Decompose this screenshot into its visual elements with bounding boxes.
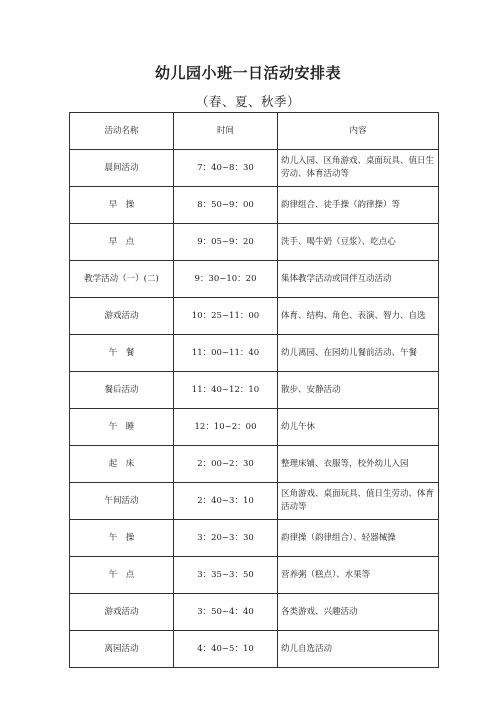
schedule-table — [69, 112, 439, 668]
column-header-content: 内容 — [278, 113, 439, 150]
activity-content: 韵律操（韵律组合）、轻器械操 — [278, 520, 439, 557]
table-row — [70, 483, 439, 520]
activity-time: 9：30~10：20 — [174, 261, 278, 298]
activity-time: 9：05~9：20 — [174, 224, 278, 261]
activity-content: 整理床铺、衣服等，校外幼儿入园 — [278, 446, 439, 483]
activity-name: 离园活动 — [70, 631, 174, 668]
activity-name: 早 点 — [70, 224, 174, 261]
activity-time: 11：00~11：40 — [174, 335, 278, 372]
column-header-time: 时间 — [174, 113, 278, 150]
table-row — [70, 335, 439, 372]
activity-content: 营养粥（糕点）、水果等 — [278, 557, 439, 594]
activity-name: 起 床 — [70, 446, 174, 483]
activity-name: 午 睡 — [70, 409, 174, 446]
activity-name: 午 点 — [70, 557, 174, 594]
activity-name: 游戏活动 — [70, 594, 174, 631]
activity-time: 3：50~4：40 — [174, 594, 278, 631]
activity-content: 集体教学活动或同伴互动活动 — [278, 261, 439, 298]
activity-content: 幼儿离园、在园幼儿餐前活动、午餐 — [278, 335, 439, 372]
activity-time: 10：25~11：00 — [174, 298, 278, 335]
activity-time: 7：40~8：30 — [174, 150, 278, 187]
activity-name: 晨间活动 — [70, 150, 174, 187]
table-row — [70, 631, 439, 668]
activity-time: 2：00~2：30 — [174, 446, 278, 483]
table-row — [70, 224, 439, 261]
table-row — [70, 409, 439, 446]
table-row — [70, 520, 439, 557]
activity-content: 幼儿入园、区角游戏、桌面玩具、值日生劳动、体育活动等 — [278, 150, 439, 187]
activity-name: 早 操 — [70, 187, 174, 224]
activity-content: 体育、结构、角色、表演、智力、自选 — [278, 298, 439, 335]
activity-time: 11：40~12：10 — [174, 372, 278, 409]
activity-name: 游戏活动 — [70, 298, 174, 335]
activity-time: 3：35~3：50 — [174, 557, 278, 594]
document-subtitle: （春、夏、秋季） — [195, 94, 300, 109]
table-row — [70, 446, 439, 483]
activity-name: 教学活动（一）(二) — [70, 261, 174, 298]
activity-time: 12：10~2：00 — [174, 409, 278, 446]
activity-time: 8：50~9：00 — [174, 187, 278, 224]
activity-content: 幼儿午休 — [278, 409, 439, 446]
activity-content: 区角游戏、桌面玩具、值日生劳动、体育活动等 — [278, 483, 439, 520]
activity-content: 散步、安静活动 — [278, 372, 439, 409]
document-title: 幼儿园小班一日活动安排表 — [154, 64, 341, 82]
activity-name: 午 操 — [70, 520, 174, 557]
column-header-activity: 活动名称 — [70, 113, 174, 150]
table-header-row — [70, 113, 439, 150]
activity-content: 幼儿自选活动 — [278, 631, 439, 668]
table-row — [70, 298, 439, 335]
activity-name: 餐后活动 — [70, 372, 174, 409]
table-row — [70, 557, 439, 594]
activity-content: 洗手、喝牛奶（豆浆）、吃点心 — [278, 224, 439, 261]
table-row — [70, 187, 439, 224]
table-row — [70, 150, 439, 187]
table-row — [70, 261, 439, 298]
activity-content: 各类游戏、兴趣活动 — [278, 594, 439, 631]
activity-content: 韵律组合、徒手操（韵律操）等 — [278, 187, 439, 224]
activity-time: 2：40~3：10 — [174, 483, 278, 520]
table-row — [70, 594, 439, 631]
activity-name: 午间活动 — [70, 483, 174, 520]
activity-time: 3：20~3：30 — [174, 520, 278, 557]
activity-name: 午 餐 — [70, 335, 174, 372]
table-row — [70, 372, 439, 409]
activity-time: 4：40~5：10 — [174, 631, 278, 668]
